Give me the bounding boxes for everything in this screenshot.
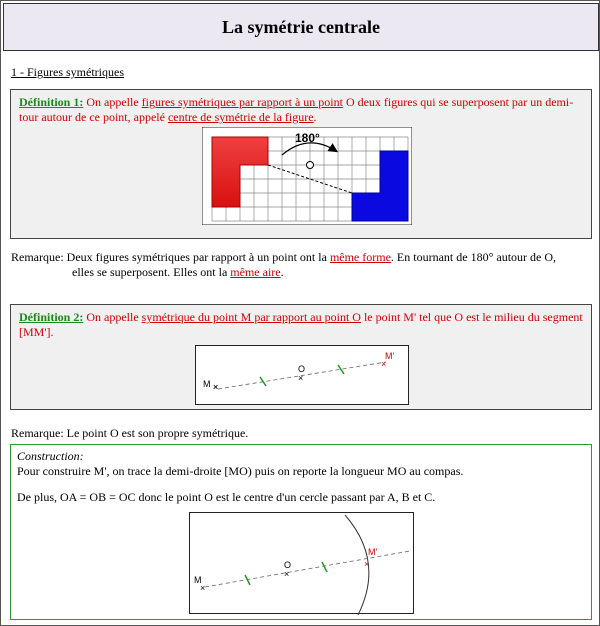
remark-1-highlight: même forme [329,250,391,264]
point-x-mp: × [381,359,387,369]
definition-1-label: Définition 1: [19,95,84,109]
definition-2-box [10,304,592,410]
half-line-mo [205,551,410,587]
equal-mark-2 [322,562,327,572]
definition-2-text [19,310,585,340]
remark-1-part: . En tournant de 180° autour de O, [390,250,557,264]
remark-1 [11,250,596,280]
label-o: O [284,560,292,570]
remark-1-part: Deux figures symétriques par rapport à un point ont la [63,250,330,264]
equal-mark-1 [260,377,266,386]
remark-2: Remarque: Le point O est son propre symétrique. [11,426,249,440]
construction-diagram [190,513,415,615]
construction-line-1: Pour construire M', on trace la demi-droite [MO) puis on reporte la longueur MO au compas. [17,464,464,478]
title-bar [3,3,599,51]
point-x-m: × [200,583,206,593]
definition-1-term-2: centre de symétrie de la figure [167,110,314,124]
definition-2-label: Définition 2: [19,310,84,324]
rotation-diagram [202,127,412,225]
section-title: 1 - Figures symétriques [11,65,124,79]
definition-1-part: O deux figures qui se superposent par un demi-tour autour de ce point, appelé [19,95,574,124]
definition-1-text [19,95,585,125]
point-x-m: × [213,382,219,392]
definition-1-part: On appelle [83,95,142,109]
label-m: M [203,379,211,389]
angle-label: 180° [295,131,320,145]
definition-1-term: figures symétriques par rapport à un point [141,95,343,109]
figure-construction [189,512,414,614]
remark-1-highlight-2: même aire [230,265,281,279]
label-m: M [194,575,202,585]
definition-2-part: On appelle [83,310,142,324]
symmetric-point-diagram [196,346,410,406]
point-x-mp: × [364,559,370,569]
definition-2-term: symétrique du point M par rapport au point O [141,310,361,324]
definition-1-part: . [313,110,317,124]
figure-symmetric-point [195,345,409,405]
remark-1-prefix: Remarque: [11,250,64,264]
construction-title: Construction: [17,449,84,463]
definition-1-box [10,89,592,239]
equal-mark-1 [245,575,250,585]
remark-1-part: elles se superposent. Elles ont la [72,265,231,279]
page-title: La symétrie centrale [222,16,380,37]
label-mp: M' [385,351,395,361]
remark-1-part: . [280,265,284,279]
figure-rotation [202,127,412,225]
label-o: O [298,364,306,374]
point-x-o: × [284,569,290,579]
construction-box [10,444,592,620]
definition-2-part: le point M' tel que O est le milieu du segment [MM']. [19,310,583,339]
label-mp: M' [368,547,378,557]
point-x-o: × [298,373,304,383]
construction-line-2: De plus, OA = OB = OC donc le point O est le centre d'un cercle passant par A, B et C. [17,490,436,504]
center-point-o [307,162,314,169]
